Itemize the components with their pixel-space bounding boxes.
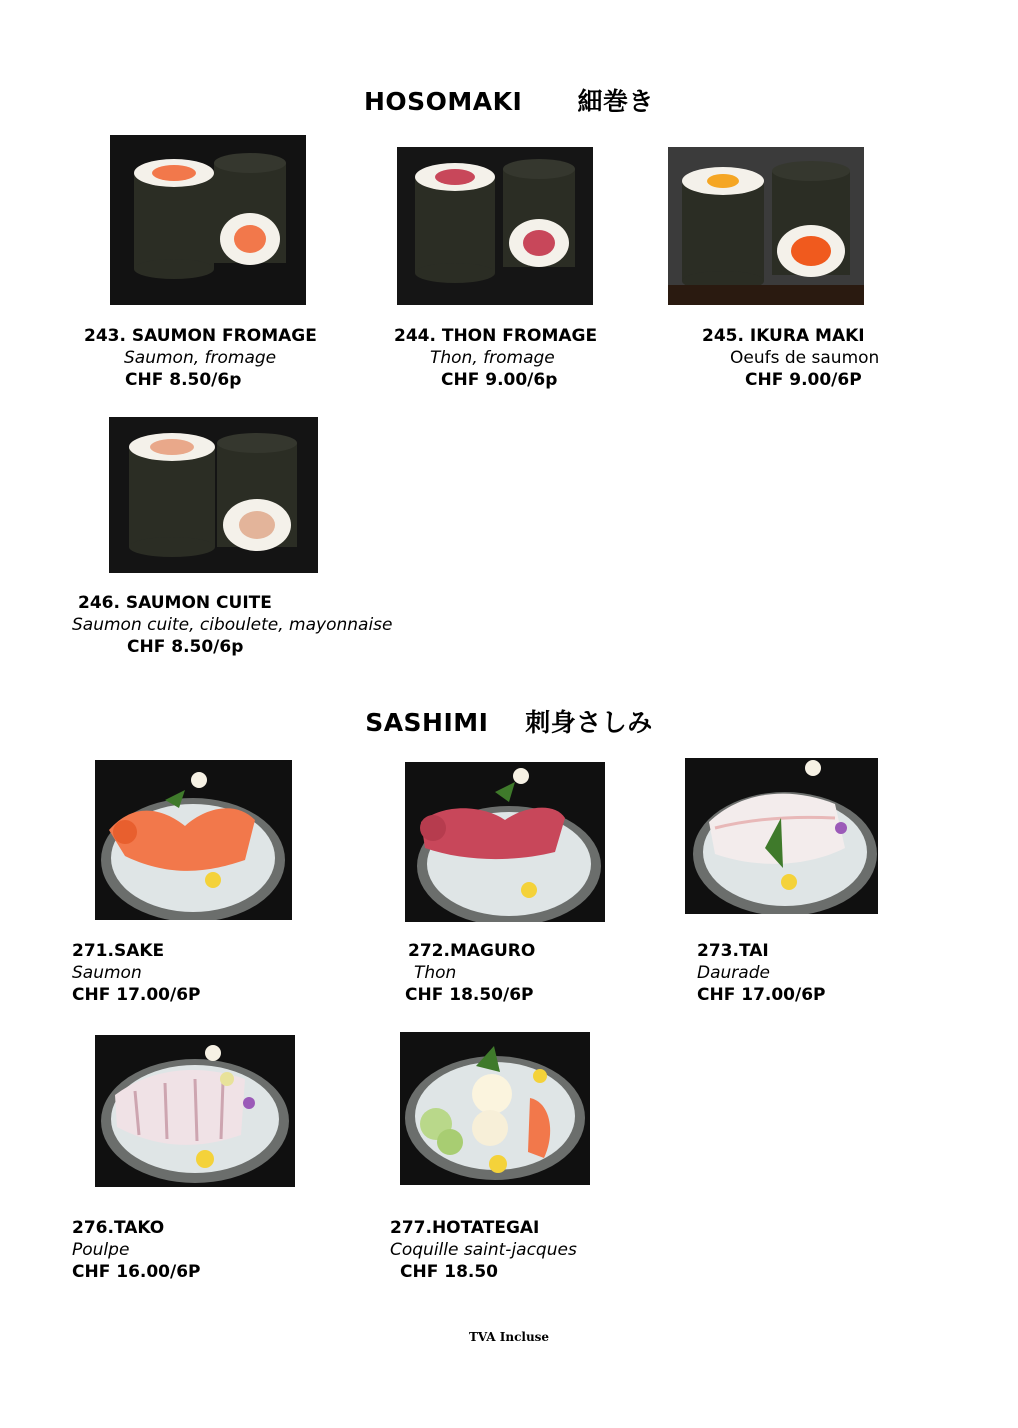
menu-item-245 bbox=[702, 325, 879, 391]
item-description: Saumon cuite, ciboulete, mayonnaise bbox=[72, 615, 393, 635]
item-name: 276.TAKO bbox=[72, 1218, 165, 1238]
item-price: CHF 18.50 bbox=[400, 1262, 499, 1282]
menu-item-273 bbox=[697, 940, 826, 1006]
item-price: CHF 9.00/6p bbox=[441, 370, 558, 390]
item-name: 246. SAUMON CUITE bbox=[78, 593, 272, 613]
item-name: 277.HOTATEGAI bbox=[390, 1218, 540, 1238]
tax-note: TVA Incluse bbox=[468, 1330, 550, 1344]
menu-item-277 bbox=[390, 1217, 577, 1283]
menu-item-243 bbox=[84, 325, 317, 391]
menu-item-244 bbox=[394, 325, 597, 391]
item-name: 245. IKURA MAKI bbox=[702, 326, 865, 346]
menu-item-276 bbox=[72, 1217, 201, 1283]
maguro-sashimi-photo bbox=[405, 762, 605, 922]
hotategai-sashimi-photo bbox=[400, 1032, 590, 1185]
thon-fromage-photo bbox=[397, 147, 593, 305]
item-name: 273.TAI bbox=[697, 941, 769, 961]
ikura-maki-photo bbox=[668, 147, 864, 305]
item-price: CHF 8.50/6p bbox=[127, 637, 244, 657]
item-description: Coquille saint-jacques bbox=[390, 1240, 577, 1260]
menu-item-246 bbox=[72, 592, 393, 658]
item-description: Poulpe bbox=[72, 1240, 130, 1260]
item-description: Saumon bbox=[72, 963, 142, 983]
item-name: 243. SAUMON FROMAGE bbox=[84, 326, 317, 346]
saumon-fromage-photo bbox=[110, 135, 306, 305]
menu-item-271 bbox=[72, 940, 201, 1006]
item-price: CHF 16.00/6P bbox=[72, 1262, 201, 1282]
item-name: 244. THON FROMAGE bbox=[394, 326, 598, 346]
item-price: CHF 18.50/6P bbox=[405, 985, 534, 1005]
item-price: CHF 9.00/6P bbox=[745, 370, 862, 390]
saumon-cuite-photo bbox=[109, 417, 318, 573]
sake-sashimi-photo bbox=[95, 760, 292, 920]
sashimi-title: SASHIMI 刺身さしみ bbox=[365, 708, 653, 737]
item-price: CHF 17.00/6P bbox=[697, 985, 826, 1005]
item-price: CHF 17.00/6P bbox=[72, 985, 201, 1005]
item-description: Oeufs de saumon bbox=[730, 348, 880, 368]
tako-sashimi-photo bbox=[95, 1035, 295, 1187]
item-description: Thon bbox=[414, 963, 457, 983]
tai-sashimi-photo bbox=[685, 758, 878, 914]
menu-item-272 bbox=[405, 940, 536, 1006]
hosomaki-title: HOSOMAKI 細巻き bbox=[363, 87, 655, 116]
item-description: Saumon, fromage bbox=[124, 348, 277, 368]
item-price: CHF 8.50/6p bbox=[125, 370, 242, 390]
item-description: Daurade bbox=[697, 963, 770, 983]
item-name: 272.MAGURO bbox=[408, 941, 536, 961]
item-description: Thon, fromage bbox=[430, 348, 555, 368]
item-name: 271.SAKE bbox=[72, 941, 165, 961]
